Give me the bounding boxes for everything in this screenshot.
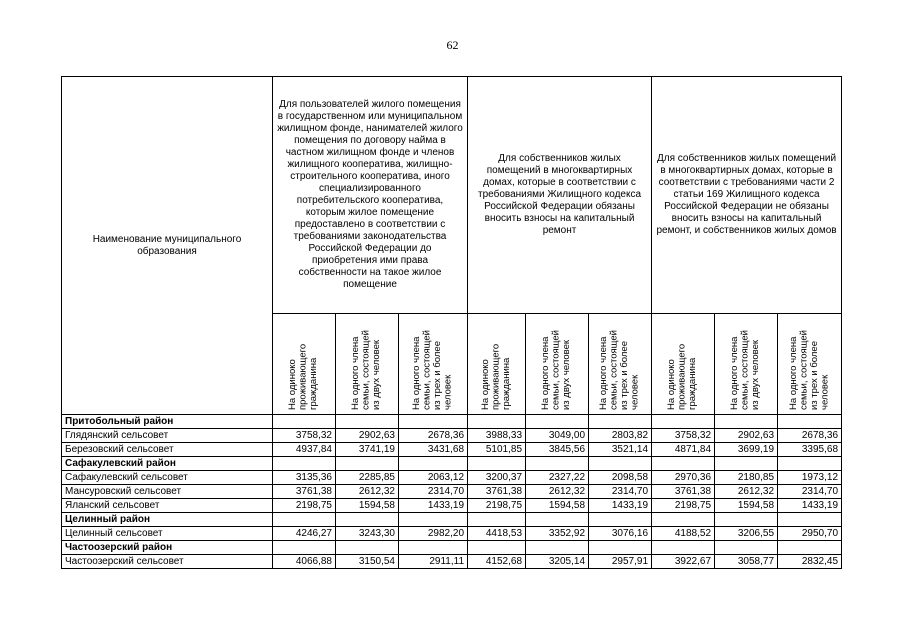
value-cell: 3761,38	[652, 485, 715, 499]
value-cell: 3352,92	[526, 527, 589, 541]
value-cell: 2314,70	[399, 485, 468, 499]
value-cell: 3845,56	[526, 443, 589, 457]
empty-cell	[715, 457, 778, 471]
empty-cell	[589, 457, 652, 471]
district-name: Частоозерский район	[62, 541, 273, 555]
empty-cell	[652, 541, 715, 555]
empty-cell	[399, 541, 468, 555]
empty-cell	[336, 457, 399, 471]
value-cell: 4246,27	[273, 527, 336, 541]
value-cell: 2803,82	[589, 429, 652, 443]
value-cell: 3076,16	[589, 527, 652, 541]
subcolumn-header: На одиноко проживающего гражданина	[273, 314, 336, 415]
empty-cell	[526, 415, 589, 429]
value-cell: 3150,54	[336, 555, 399, 569]
value-cell: 2063,12	[399, 471, 468, 485]
value-cell: 3988,33	[468, 429, 526, 443]
value-cell: 1433,19	[589, 499, 652, 513]
group-header-owners-not-obliged: Для собственников жилых помещений в многоквартирных домах, которые в соответствии с требованиями части 2 статьи 169 Жилищного кодекса Российской Федерации не обязаны вносить взносы на капитальный ремонт, и собственников жилых домов	[652, 77, 842, 314]
value-cell: 3758,32	[652, 429, 715, 443]
group-header-tenants: Для пользователей жилого помещения в государственном или муниципальном жилищном фонде, нанимателей жилого помещения по договору найма в частном жилищном фонде и членов жилищного кооператива, жилищно-строительного кооператива, иного специализированного потребительского кооператива, которым жилое помещение предоставлено в соответствии с требованиями законодательства Российской Федерации до приобретения ими права собственности на такое жилое помещение	[273, 77, 468, 314]
empty-cell	[468, 457, 526, 471]
value-cell: 2950,70	[778, 527, 842, 541]
district-row	[62, 541, 842, 555]
value-cell: 1594,58	[715, 499, 778, 513]
value-cell: 2612,32	[715, 485, 778, 499]
table-row	[62, 443, 842, 457]
empty-cell	[273, 415, 336, 429]
value-cell: 3243,30	[336, 527, 399, 541]
empty-cell	[715, 415, 778, 429]
subcolumn-header: На одного члена семьи, состоящей из трех и более человек	[399, 314, 468, 415]
cost-table	[61, 76, 842, 569]
district-name: Сафакулевский район	[62, 457, 273, 471]
value-cell: 2198,75	[273, 499, 336, 513]
table-row	[62, 471, 842, 485]
value-cell: 3758,32	[273, 429, 336, 443]
value-cell: 4937,84	[273, 443, 336, 457]
value-cell: 2902,63	[336, 429, 399, 443]
empty-cell	[652, 415, 715, 429]
value-cell: 3761,38	[273, 485, 336, 499]
value-cell: 3521,14	[589, 443, 652, 457]
value-cell: 2678,36	[399, 429, 468, 443]
table-row	[62, 527, 842, 541]
empty-cell	[273, 541, 336, 555]
value-cell: 4188,52	[652, 527, 715, 541]
empty-cell	[652, 513, 715, 527]
subcolumn-header: На одного члена семьи, состоящей из двух человек	[336, 314, 399, 415]
value-cell: 2911,11	[399, 555, 468, 569]
value-cell: 4152,68	[468, 555, 526, 569]
empty-cell	[468, 415, 526, 429]
value-cell: 1594,58	[336, 499, 399, 513]
empty-cell	[336, 513, 399, 527]
value-cell: 3761,38	[468, 485, 526, 499]
empty-cell	[715, 513, 778, 527]
value-cell: 2314,70	[589, 485, 652, 499]
value-cell: 2612,32	[336, 485, 399, 499]
empty-cell	[526, 541, 589, 555]
settlement-name: Частоозерский сельсовет	[62, 555, 273, 569]
value-cell: 3741,19	[336, 443, 399, 457]
empty-cell	[336, 415, 399, 429]
value-cell: 2612,32	[526, 485, 589, 499]
value-cell: 3205,14	[526, 555, 589, 569]
value-cell: 5101,85	[468, 443, 526, 457]
empty-cell	[778, 457, 842, 471]
empty-cell	[778, 513, 842, 527]
settlement-name: Сафакулевский сельсовет	[62, 471, 273, 485]
empty-cell	[715, 541, 778, 555]
empty-cell	[589, 513, 652, 527]
value-cell: 3431,68	[399, 443, 468, 457]
value-cell: 2957,91	[589, 555, 652, 569]
value-cell: 3206,55	[715, 527, 778, 541]
empty-cell	[273, 513, 336, 527]
name-column-header: Наименование муниципального образования	[62, 77, 273, 415]
value-cell: 2198,75	[652, 499, 715, 513]
value-cell: 3058,77	[715, 555, 778, 569]
settlement-name: Мансуровский сельсовет	[62, 485, 273, 499]
table-row	[62, 499, 842, 513]
table-row	[62, 555, 842, 569]
subcolumn-header: На одиноко проживающего гражданина	[468, 314, 526, 415]
empty-cell	[589, 415, 652, 429]
table-row	[62, 429, 842, 443]
value-cell: 1433,19	[778, 499, 842, 513]
value-cell: 2678,36	[778, 429, 842, 443]
value-cell: 2314,70	[778, 485, 842, 499]
empty-cell	[778, 541, 842, 555]
value-cell: 3395,68	[778, 443, 842, 457]
empty-cell	[399, 513, 468, 527]
value-cell: 3049,00	[526, 429, 589, 443]
value-cell: 2198,75	[468, 499, 526, 513]
subcolumn-header: На одного члена семьи, состоящей из двух человек	[526, 314, 589, 415]
settlement-name: Целинный сельсовет	[62, 527, 273, 541]
empty-cell	[399, 415, 468, 429]
header-row-groups	[62, 77, 842, 314]
value-cell: 3699,19	[715, 443, 778, 457]
empty-cell	[468, 541, 526, 555]
group-header-owners-obliged: Для собственников жилых помещений в многоквартирных домах, которые в соответствии с требованиями Жилищного кодекса Российской Федерации обязаны вносить взносы на капитальный ремонт	[468, 77, 652, 314]
empty-cell	[778, 415, 842, 429]
subcolumn-header: На одиноко проживающего гражданина	[652, 314, 715, 415]
settlement-name: Яланский сельсовет	[62, 499, 273, 513]
value-cell: 3200,37	[468, 471, 526, 485]
district-name: Целинный район	[62, 513, 273, 527]
district-row	[62, 513, 842, 527]
district-name: Притобольный район	[62, 415, 273, 429]
table-row	[62, 485, 842, 499]
value-cell: 2982,20	[399, 527, 468, 541]
empty-cell	[399, 457, 468, 471]
value-cell: 2285,85	[336, 471, 399, 485]
value-cell: 1594,58	[526, 499, 589, 513]
empty-cell	[526, 457, 589, 471]
value-cell: 1433,19	[399, 499, 468, 513]
subcolumn-header: На одного члена семьи, состоящей из трех и более человек	[778, 314, 842, 415]
empty-cell	[336, 541, 399, 555]
value-cell: 2970,36	[652, 471, 715, 485]
district-row	[62, 457, 842, 471]
value-cell: 2327,22	[526, 471, 589, 485]
value-cell: 2902,63	[715, 429, 778, 443]
value-cell: 2098,58	[589, 471, 652, 485]
district-row	[62, 415, 842, 429]
subcolumn-header: На одного члена семьи, состоящей из двух человек	[715, 314, 778, 415]
value-cell: 4871,84	[652, 443, 715, 457]
subcolumn-header: На одного члена семьи, состоящей из трех и более человек	[589, 314, 652, 415]
value-cell: 4066,88	[273, 555, 336, 569]
value-cell: 2832,45	[778, 555, 842, 569]
value-cell: 4418,53	[468, 527, 526, 541]
empty-cell	[273, 457, 336, 471]
empty-cell	[652, 457, 715, 471]
value-cell: 3135,36	[273, 471, 336, 485]
empty-cell	[468, 513, 526, 527]
settlement-name: Березовский сельсовет	[62, 443, 273, 457]
value-cell: 2180,85	[715, 471, 778, 485]
value-cell: 3922,67	[652, 555, 715, 569]
empty-cell	[526, 513, 589, 527]
empty-cell	[589, 541, 652, 555]
value-cell: 1973,12	[778, 471, 842, 485]
settlement-name: Глядянский сельсовет	[62, 429, 273, 443]
page-number: 62	[446, 38, 459, 52]
